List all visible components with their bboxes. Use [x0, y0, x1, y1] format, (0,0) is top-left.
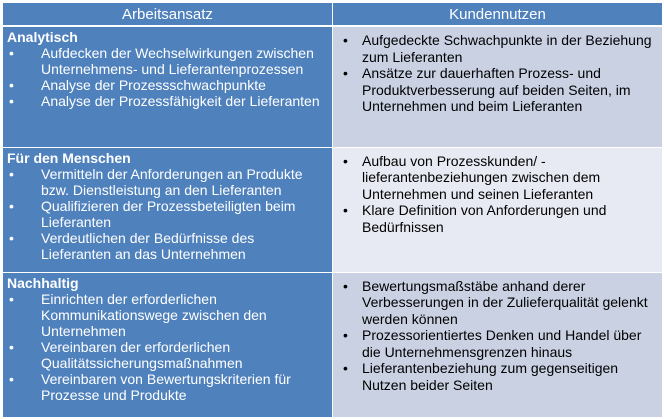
- table-row: [3, 147, 663, 272]
- bullet-icon: •: [9, 93, 14, 109]
- list-item-text: Bewertungsmaßstäbe anhand derer Verbesserungen in der Zulieferqualität gelenkt werden können: [362, 277, 648, 327]
- list-item-text: Verdeutlichen der Bedürfnisse des Lieferanten an das Unternehmen: [41, 229, 255, 262]
- list-item: [343, 202, 658, 235]
- bullet-icon: •: [9, 45, 14, 61]
- benefit-cell: [333, 272, 663, 417]
- bullet-icon: •: [9, 370, 14, 387]
- approach-cell: [3, 272, 333, 417]
- bullet-icon: •: [9, 229, 14, 246]
- benefit-cell: [333, 26, 663, 147]
- approach-list: [7, 45, 328, 109]
- list-item-text: Vermitteln der Anforderungen an Produkte bzw. Dienstleistung an den Lieferanten: [41, 165, 303, 198]
- list-item-text: Qualifizieren der Prozessbeteiligten beim Lieferanten: [41, 197, 296, 230]
- section-title: Für den Menschen: [7, 149, 131, 166]
- list-item-text: Klare Definition von Anforderungen und Bedürfnissen: [362, 202, 607, 235]
- list-item-text: Analyse der Prozessfähigkeit der Lieferanten: [41, 93, 320, 109]
- list-item: [7, 93, 328, 109]
- list-item-text: Vereinbaren von Bewertungskriterien für Prozesse und Produkte: [41, 370, 291, 403]
- table-row: [3, 26, 663, 147]
- list-item: [343, 360, 658, 393]
- bullet-icon: •: [343, 360, 348, 376]
- table-row: [3, 272, 663, 417]
- list-item: [343, 327, 658, 360]
- list-item: [7, 198, 328, 230]
- benefit-list: [343, 32, 658, 115]
- benefit-cell: [333, 147, 663, 272]
- list-item-text: Aufbau von Prozesskunden/ -lieferantenbeziehungen zwischen dem Unternehmen und seinen Lieferanten: [362, 152, 601, 202]
- section-title: Nachhaltig: [7, 274, 79, 291]
- bullet-icon: •: [9, 77, 14, 93]
- benefit-list: [343, 153, 658, 236]
- list-item-text: Einrichten der erforderlichen Kommunikationswege zwischen den Unternehmen: [41, 290, 267, 339]
- header-arbeitsansatz: Arbeitsansatz: [3, 3, 333, 27]
- approach-cell: [3, 26, 333, 147]
- list-item: [343, 278, 658, 328]
- bullet-icon: •: [9, 165, 14, 182]
- bullet-icon: •: [343, 277, 348, 294]
- benefit-list: [343, 278, 658, 394]
- bullet-icon: •: [343, 152, 348, 169]
- bullet-icon: •: [343, 202, 348, 218]
- bullet-icon: •: [9, 197, 14, 214]
- list-item: [343, 32, 658, 65]
- list-item: [343, 153, 658, 203]
- bullet-icon: •: [343, 65, 348, 81]
- list-item-text: Aufgedeckte Schwachpunkte in der Beziehung zum Lieferanten: [362, 32, 652, 65]
- approach-list: [7, 166, 328, 262]
- approach-cell: [3, 147, 333, 272]
- comparison-table: [2, 2, 663, 418]
- list-item-text: Prozessorientiertes Denken und Handel über die Unternehmensgrenzen hinaus: [362, 327, 642, 360]
- list-item: [7, 291, 328, 339]
- list-item: [7, 166, 328, 198]
- list-item-text: Aufdecken der Wechselwirkungen zwischen Unternehmens- und Lieferantenprozessen: [41, 45, 314, 77]
- list-item-text: Lieferantenbeziehung zum gegenseitigen Nutzen beider Seiten: [362, 360, 619, 393]
- header-kundennutzen: Kundennutzen: [333, 3, 663, 27]
- list-item: [7, 339, 328, 371]
- list-item-text: Vereinbaren der erforderlichen Qualitätssicherungsmaßnahmen: [41, 338, 243, 371]
- list-item: [7, 45, 328, 77]
- list-item-text: Analyse der Prozessschwachpunkte: [41, 77, 266, 93]
- bullet-icon: •: [343, 32, 348, 48]
- list-item-text: Ansätze zur dauerhaften Prozess- und Produktverbesserung auf beiden Seiten, im Unternehmen und beim Lieferanten: [362, 65, 631, 114]
- list-item: [7, 371, 328, 403]
- list-item: [7, 77, 328, 93]
- section-title: Analytisch: [7, 29, 78, 45]
- approach-list: [7, 291, 328, 403]
- bullet-icon: •: [9, 338, 14, 355]
- bullet-icon: •: [343, 327, 348, 343]
- bullet-icon: •: [9, 290, 14, 307]
- list-item: [7, 230, 328, 262]
- list-item: [343, 65, 658, 115]
